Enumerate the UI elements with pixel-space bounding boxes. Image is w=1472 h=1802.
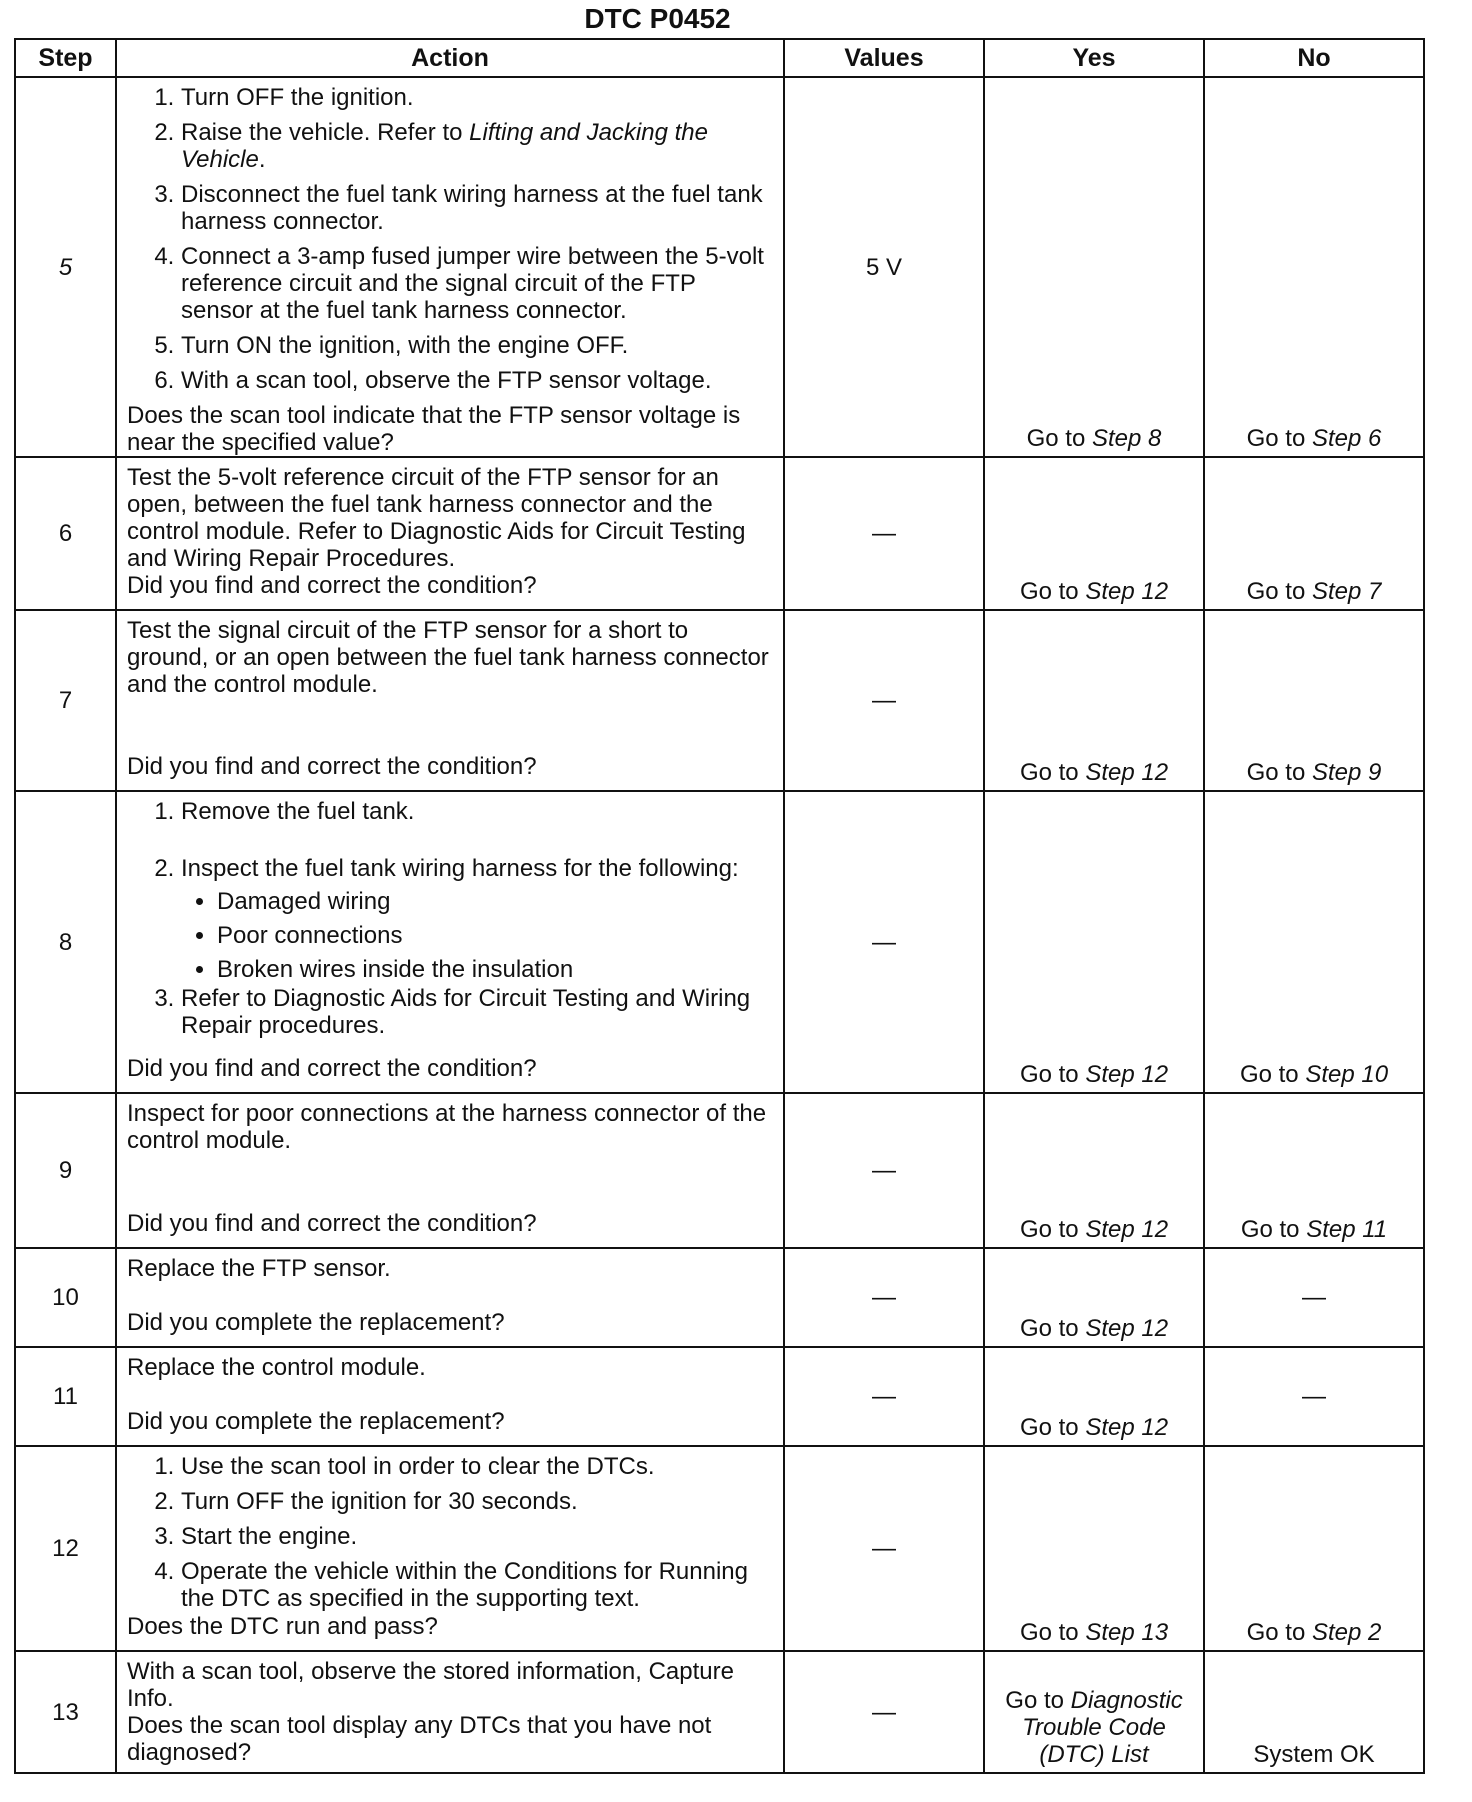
no-cell: Go to Step 6 bbox=[1204, 77, 1424, 457]
value-cell: — bbox=[784, 610, 984, 791]
action-item: 1. Turn OFF the ignition. bbox=[181, 84, 773, 111]
header-row bbox=[15, 39, 1424, 77]
bullet-list bbox=[181, 888, 773, 983]
bullet-item: • Poor connections bbox=[217, 922, 773, 949]
question-text: Did you find and correct the condition? bbox=[127, 572, 537, 599]
header-action: Action bbox=[116, 39, 784, 77]
table-row-step-7 bbox=[15, 610, 1424, 791]
action-text: Test the 5-volt reference circuit of the FTP sensor for an open, between the fuel tank harness connector and the control module. Refer to Diagnostic Aids for Circuit Testing and Wiring Repair Procedures. bbox=[127, 464, 746, 572]
action-cell bbox=[116, 77, 784, 457]
action-text: Replace the FTP sensor. bbox=[127, 1255, 391, 1282]
value-cell: — bbox=[784, 1651, 984, 1773]
step-number: 7 bbox=[15, 610, 116, 791]
no-cell: Go to Step 2 bbox=[1204, 1446, 1424, 1651]
header-no: No bbox=[1204, 39, 1424, 77]
no-cell: Go to Step 11 bbox=[1204, 1093, 1424, 1248]
action-cell bbox=[116, 1093, 784, 1248]
action-item: 4. Operate the vehicle within the Conditions for Running the DTC as specified in the supporting text. bbox=[181, 1558, 773, 1612]
no-cell: Go to Step 9 bbox=[1204, 610, 1424, 791]
action-cell bbox=[116, 457, 784, 610]
action-item: 2. Inspect the fuel tank wiring harness for the following: • Damaged wiring • Poor connections • Broken wires inside the insulation bbox=[181, 855, 773, 983]
page-title: DTC P0452 bbox=[584, 3, 731, 34]
yes-cell: Go to Diagnostic Trouble Code (DTC) List bbox=[984, 1651, 1204, 1773]
question-text: Does the scan tool indicate that the FTP sensor voltage is near the specified value? bbox=[127, 402, 741, 456]
value-cell: 5 V bbox=[784, 77, 984, 457]
action-cell bbox=[116, 791, 784, 1093]
question-text: Does the scan tool display any DTCs that you have not diagnosed? bbox=[127, 1712, 712, 1766]
action-item: 5. Turn ON the ignition, with the engine OFF. bbox=[181, 332, 773, 359]
table-row-step-11 bbox=[15, 1347, 1424, 1446]
step-number: 13 bbox=[15, 1651, 116, 1773]
action-cell bbox=[116, 1248, 784, 1347]
table-row-step-9 bbox=[15, 1093, 1424, 1248]
yes-cell: Go to Step 12 bbox=[984, 610, 1204, 791]
action-item: 3. Start the engine. bbox=[181, 1523, 773, 1550]
yes-cell: Go to Step 13 bbox=[984, 1446, 1204, 1651]
value-cell: — bbox=[784, 1093, 984, 1248]
action-cell bbox=[116, 1446, 784, 1651]
table-row-step-8 bbox=[15, 791, 1424, 1093]
yes-cell: Go to Step 12 bbox=[984, 791, 1204, 1093]
value-cell: — bbox=[784, 457, 984, 610]
question-text: Does the DTC run and pass? bbox=[127, 1613, 438, 1640]
action-item: 3. Refer to Diagnostic Aids for Circuit Testing and Wiring Repair procedures. bbox=[181, 985, 773, 1039]
step-number: 11 bbox=[15, 1347, 116, 1446]
value-cell: — bbox=[784, 1446, 984, 1651]
no-cell: Go to Step 10 bbox=[1204, 791, 1424, 1093]
question-text: Did you find and correct the condition? bbox=[127, 1210, 537, 1237]
action-item: 6. With a scan tool, observe the FTP sensor voltage. bbox=[181, 367, 773, 394]
question-text: Did you find and correct the condition? bbox=[127, 753, 537, 780]
action-list bbox=[127, 1453, 773, 1612]
question-text: Did you find and correct the condition? bbox=[127, 1055, 537, 1082]
action-text: Inspect for poor connections at the harness connector of the control module. bbox=[127, 1100, 767, 1154]
value-cell: — bbox=[784, 791, 984, 1093]
table-row-step-6 bbox=[15, 457, 1424, 610]
no-cell: System OK bbox=[1204, 1651, 1424, 1773]
action-cell bbox=[116, 610, 784, 791]
yes-cell: Go to Step 8 bbox=[984, 77, 1204, 457]
action-item: 4. Connect a 3-amp fused jumper wire between the 5-volt reference circuit and the signal circuit of the FTP sensor at the fuel tank harness connector. bbox=[181, 243, 773, 324]
question-text: Did you complete the replacement? bbox=[127, 1309, 505, 1336]
table-row-step-12 bbox=[15, 1446, 1424, 1651]
step-number: 6 bbox=[15, 457, 116, 610]
no-cell: — bbox=[1204, 1248, 1424, 1347]
action-text: Replace the control module. bbox=[127, 1354, 426, 1381]
step-number: 9 bbox=[15, 1093, 116, 1248]
question-text: Did you complete the replacement? bbox=[127, 1408, 505, 1435]
step-number: 12 bbox=[15, 1446, 116, 1651]
table-row-step-13 bbox=[15, 1651, 1424, 1773]
step-number: 5 bbox=[15, 77, 116, 457]
step-number: 10 bbox=[15, 1248, 116, 1347]
reference-link-text: Lifting and Jacking the Vehicle bbox=[181, 119, 708, 173]
diagnostic-table bbox=[14, 38, 1425, 1774]
yes-cell: Go to Step 12 bbox=[984, 1248, 1204, 1347]
action-item: 2. Turn OFF the ignition for 30 seconds. bbox=[181, 1488, 773, 1515]
action-text: With a scan tool, observe the stored information, Capture Info. bbox=[127, 1658, 734, 1712]
yes-cell: Go to Step 12 bbox=[984, 457, 1204, 610]
table-row-step-10 bbox=[15, 1248, 1424, 1347]
table-row-step-5 bbox=[15, 77, 1424, 457]
action-list bbox=[127, 84, 773, 402]
action-cell bbox=[116, 1347, 784, 1446]
step-number: 8 bbox=[15, 791, 116, 1093]
no-cell: — bbox=[1204, 1347, 1424, 1446]
action-list bbox=[127, 798, 773, 1047]
action-item: 1. Use the scan tool in order to clear the DTCs. bbox=[181, 1453, 773, 1480]
action-text: Test the signal circuit of the FTP sensor for a short to ground, or an open between the fuel tank harness connector and the control module. bbox=[127, 617, 769, 698]
action-cell bbox=[116, 1651, 784, 1773]
yes-cell: Go to Step 12 bbox=[984, 1347, 1204, 1446]
action-item: 2. Raise the vehicle. Refer to Lifting and Jacking the Vehicle. bbox=[181, 119, 773, 173]
value-cell: — bbox=[784, 1347, 984, 1446]
action-item: 1. Remove the fuel tank. bbox=[181, 798, 773, 825]
no-cell: Go to Step 7 bbox=[1204, 457, 1424, 610]
yes-cell: Go to Step 12 bbox=[984, 1093, 1204, 1248]
header-yes: Yes bbox=[984, 39, 1204, 77]
value-cell: — bbox=[784, 1248, 984, 1347]
bullet-item: • Damaged wiring bbox=[217, 888, 773, 915]
bullet-item: • Broken wires inside the insulation bbox=[217, 956, 773, 983]
header-step: Step bbox=[15, 39, 116, 77]
action-item: 3. Disconnect the fuel tank wiring harness at the fuel tank harness connector. bbox=[181, 181, 773, 235]
header-values: Values bbox=[784, 39, 984, 77]
